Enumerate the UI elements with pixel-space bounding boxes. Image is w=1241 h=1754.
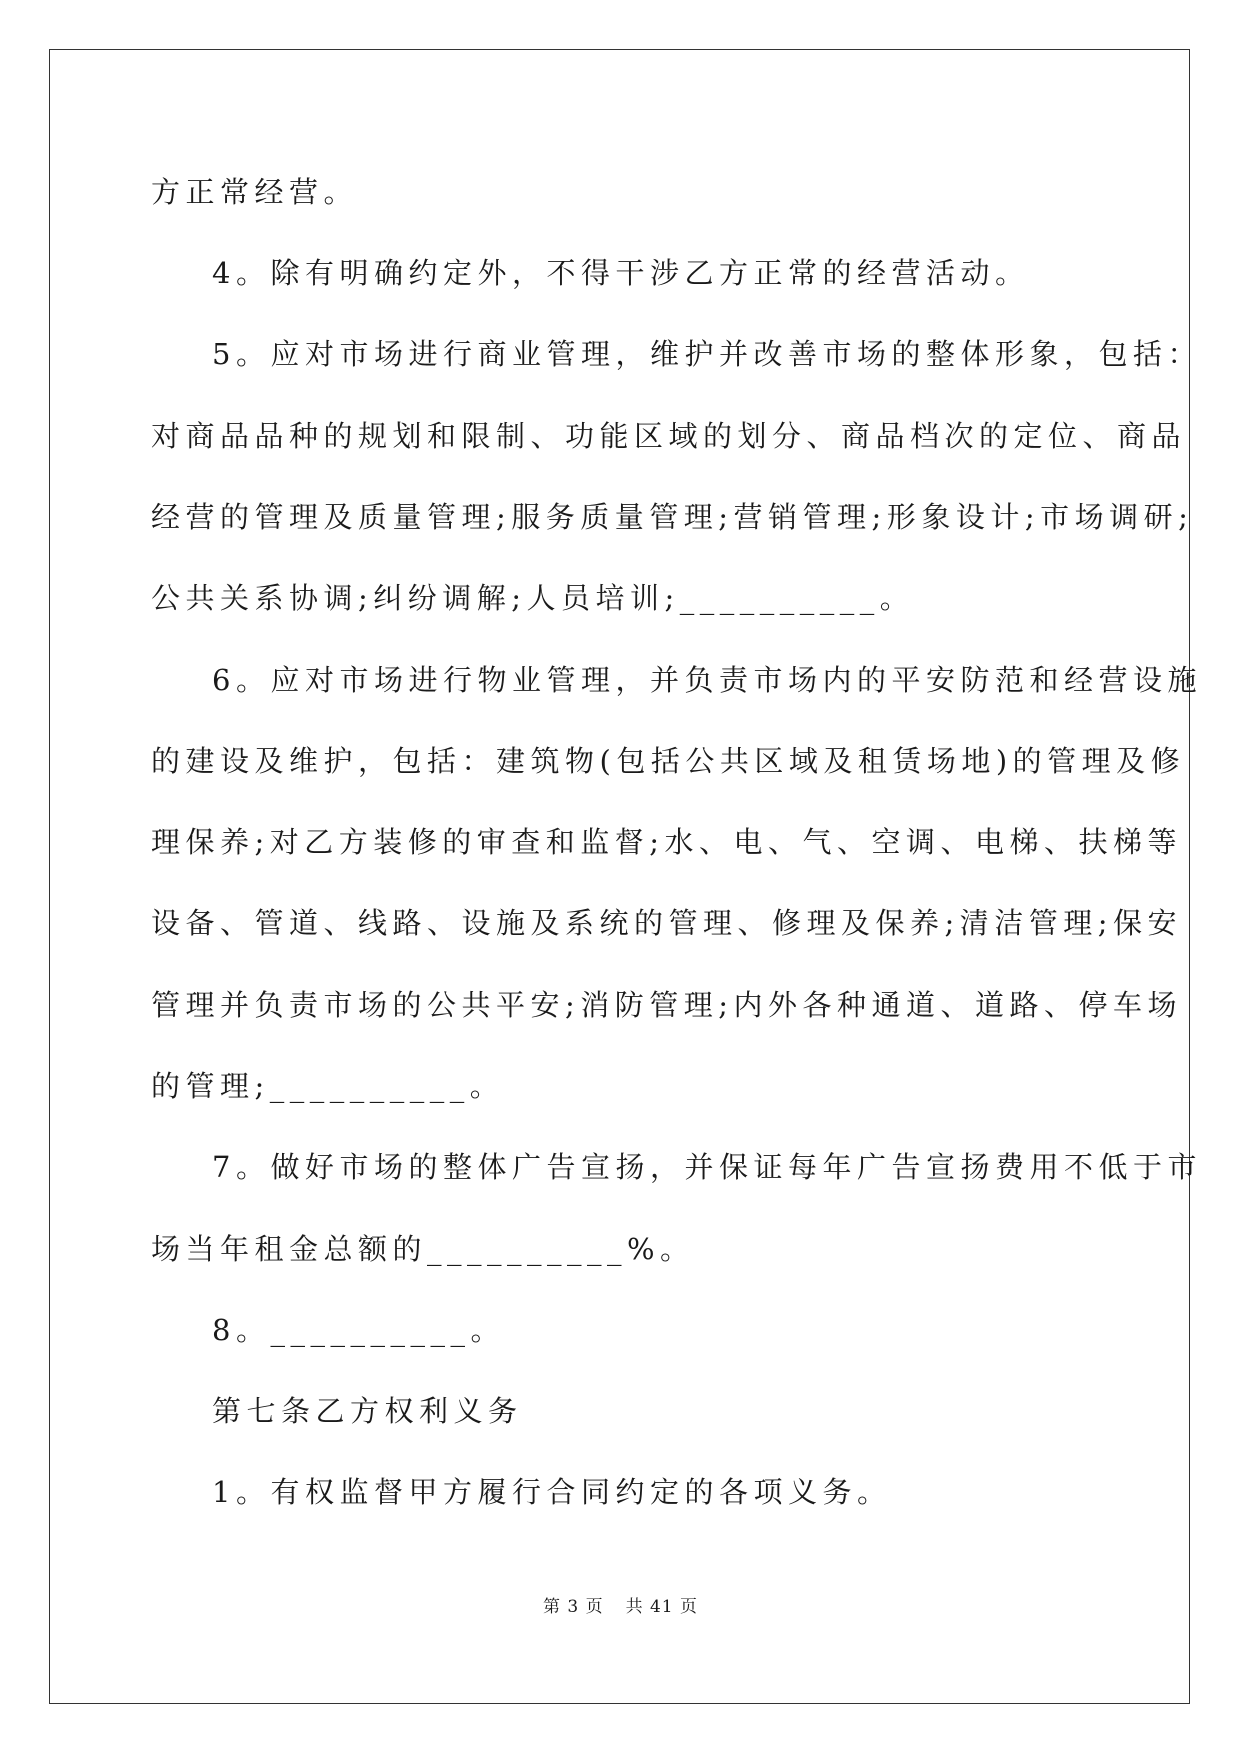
text-line-4: 对商品品种的规划和限制、功能区域的划分、商品档次的定位、商品 xyxy=(151,419,1187,453)
text-line-11: 管理并负责市场的公共平安;消防管理;内外各种通道、道路、停车场 xyxy=(151,988,1183,1022)
text-line-9: 理保养;对乙方装修的审查和监督;水、电、气、空调、电梯、扶梯等 xyxy=(151,825,1183,859)
section-heading: 第七条乙方权利义务 xyxy=(212,1394,523,1428)
current-page-label: 第 3 页 xyxy=(542,1597,604,1617)
text-line-12: 的管理;__________。 xyxy=(151,1069,505,1103)
text-line-14: 场当年租金总额的__________%。 xyxy=(151,1232,695,1266)
text-line-6: 公共关系协调;纠纷调解;人员培训;__________。 xyxy=(151,581,915,615)
page-footer xyxy=(0,1595,1241,1619)
text-line-5: 经营的管理及质量管理;服务质量管理;营销管理;形象设计;市场调研; xyxy=(151,500,1194,534)
text-line-7: 6。应对市场进行物业管理，并负责市场内的平安防范和经营设施 xyxy=(212,663,1202,697)
total-pages-label: 共 41 页 xyxy=(625,1597,699,1617)
text-line-2: 4。除有明确约定外，不得干涉乙方正常的经营活动。 xyxy=(212,256,1030,290)
text-line-8: 的建设及维护，包括：建筑物(包括公共区域及租赁场地)的管理及修 xyxy=(151,744,1186,778)
text-line-1: 方正常经营。 xyxy=(151,175,359,209)
text-line-13: 7。做好市场的整体广告宣扬，并保证每年广告宣扬费用不低于市 xyxy=(212,1150,1202,1184)
text-line-17: 1。有权监督甲方履行合同约定的各项义务。 xyxy=(212,1475,892,1509)
text-line-3: 5。应对市场进行商业管理，维护并改善市场的整体形象，包括： xyxy=(212,337,1202,371)
text-line-10: 设备、管道、线路、设施及系统的管理、修理及保养;清洁管理;保安 xyxy=(151,906,1183,940)
text-line-15: 8。__________。 xyxy=(212,1313,505,1347)
page-border xyxy=(49,49,1190,1704)
